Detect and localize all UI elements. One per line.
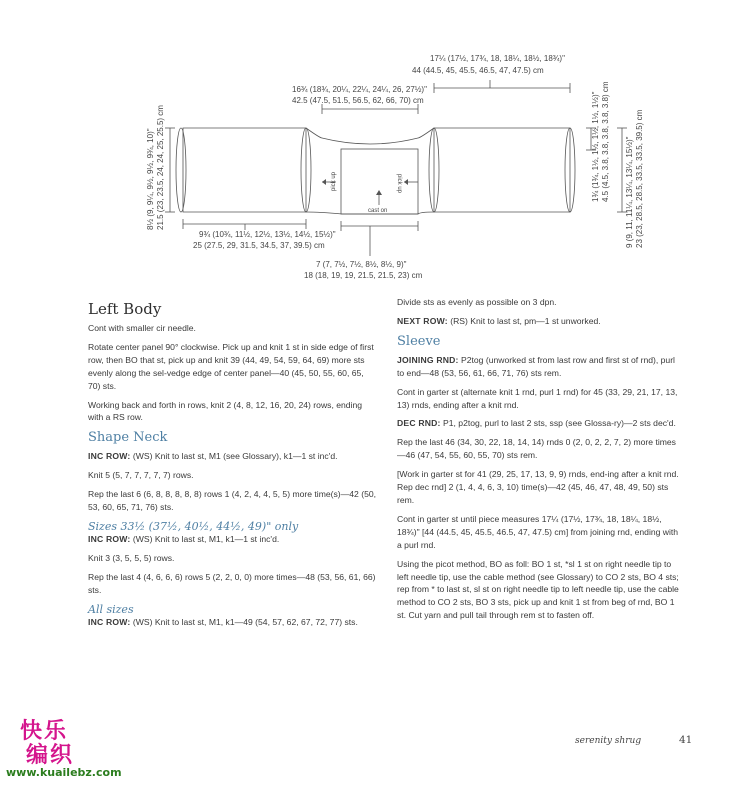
joining-rnd-text: P2tog (unworked st from last row and first st of rnd), purl to end—48 (53, 56, 61, 66, 71, 76) sts rem. bbox=[397, 354, 675, 378]
sleeve-heading: Sleeve bbox=[397, 333, 441, 349]
left-column bbox=[88, 300, 378, 635]
dim-top-mid-cm: 42.5 (47.5, 51.5, 56.5, 62, 66, 70) cm bbox=[292, 96, 424, 105]
watermark-url: www.kuailebz.com bbox=[6, 766, 122, 779]
next-row-label: NEXT ROW: bbox=[397, 315, 448, 326]
garment-outline bbox=[183, 128, 570, 214]
dim-bottom-left-cm: 25 (27.5, 29, 31.5, 34.5, 37, 39.5) cm bbox=[193, 241, 325, 250]
right-p5: Cont in garter st until piece measures 17¼ (17½, 17¾, 18, 18¼, 18½, 18¾)" [44 (44.5, 45, 45.5, 46.5, 47, 47.5) cm] from joining rnd, ending with a purl rnd. bbox=[397, 513, 679, 550]
dim-top-mid-in: 16¾ (18¾, 20¼, 22¼, 24¼, 26, 27½)" bbox=[292, 85, 427, 94]
shape-neck-heading: Shape Neck bbox=[88, 430, 168, 446]
left-p4: Knit 5 (5, 7, 7, 7, 7, 7) rows. bbox=[88, 470, 194, 481]
dim-bottom-center-cm: 18 (18, 19, 19, 21.5, 21.5, 23) cm bbox=[304, 271, 423, 280]
watermark-line1: 快乐 bbox=[20, 719, 69, 744]
next-row bbox=[397, 315, 679, 328]
left-p1: Cont with smaller cir needle. bbox=[88, 323, 196, 333]
watermark-line2: 编织 bbox=[26, 743, 75, 768]
dec-rnd-label: DEC RND: bbox=[397, 418, 441, 429]
left-p6: Knit 3 (3, 5, 5, 5) rows. bbox=[88, 552, 175, 563]
joining-rnd-label: JOINING RND: bbox=[397, 354, 459, 365]
right-p3: Rep the last 46 (34, 30, 22, 18, 14, 14) rnds 0 (2, 0, 2, 2, 7, 2) more times—46 (47, 54, 55, 60, 55, 70) sts rem. bbox=[397, 437, 676, 461]
left-cuff bbox=[176, 128, 186, 212]
dec-rnd bbox=[397, 417, 679, 430]
inc-row-2-text: (WS) Knit to last st, M1, k1—1 st inc'd. bbox=[132, 533, 280, 544]
dim-top-right-cm: 44 (44.5, 45, 45.5, 46.5, 47, 47.5) cm bbox=[412, 66, 544, 75]
left-body-heading: Left Body bbox=[88, 300, 162, 318]
right-p4: [Work in garter st for 41 (29, 25, 17, 13, 9, 9) rnds, end-ing after a knit rnd. Rep dec rnd] 2 (1, 4, 4, 6, 3, 10) time(s)—42 (45, 46, 47, 48, 49, 50) sts rem. bbox=[397, 469, 679, 505]
dim-right-inner-in: 1¾ (1¾, 1½, 1½, 1½, 1½, 1½)" bbox=[591, 91, 600, 202]
dim-left-in: 8½ (9, 9¼, 9½, 9½, 9¾, 10)" bbox=[146, 128, 155, 230]
page-number: 41 bbox=[679, 734, 693, 746]
inc-row-3-text: (WS) Knit to last st, M1, k1—49 (54, 57, 62, 67, 72, 77) sts. bbox=[132, 616, 358, 627]
left-p5: Rep the last 6 (6, 8, 8, 8, 8, 8) rows 1 (4, 2, 4, 4, 5, 5) more time(s)—42 (50, 53, 60, 65, 71, 76) sts. bbox=[88, 489, 377, 513]
inc-row-2 bbox=[88, 533, 378, 546]
inc-row-3 bbox=[88, 616, 378, 629]
inc-row-1-text: (WS) Knit to last st, M1 (see Glossary), k1—1 st inc'd. bbox=[132, 451, 338, 462]
right-p1: Divide sts as evenly as possible on 3 dpn. bbox=[397, 297, 557, 307]
sizes-heading: Sizes 33½ (37½, 40½, 44½, 49)" only bbox=[88, 519, 299, 533]
right-p6: Using the picot method, BO as foll: BO 1 st, *sl 1 st on right needle tip to left needle tip, use the cable method (see Glossary) to CO 2 sts, BO 4 sts; rep from * to last st, sl st on right needle tip to left needle tip, use the cable method to CO 2 sts, BO 3 sts, pick up and knit 1 st from beg of rnd, BO 1 st. Cut yarn and pull tail through rem st to fasten off. bbox=[397, 558, 679, 621]
dim-right-inner-cm: 4.5 (4.5, 3.8, 3.8, 3.8, 3.8, 3.8) cm bbox=[601, 81, 610, 202]
cast-on-label: cast on bbox=[368, 208, 388, 214]
left-p2: Rotate center panel 90° clockwise. Pick up and knit 1 st in side edge of first row, then BO that st, pick up and knit 39 (44, 49, 54, 59, 64, 69) more sts evenly along the sel-vedge edge of center panel—40 (45, 50, 55, 60, 65, 70) sts. bbox=[88, 341, 374, 391]
next-row-text: (RS) Knit to last st, pm—1 st unworked. bbox=[450, 315, 601, 326]
dim-bottom-center-in: 7 (7, 7½, 7½, 8½, 8½, 9)" bbox=[316, 260, 407, 269]
inc-row-label: INC ROW: bbox=[88, 616, 131, 627]
dim-bottom-left-in: 9¾ (10¾, 11½, 12½, 13½, 14½, 15½)" bbox=[199, 230, 336, 239]
dec-rnd-text: P1, p2tog, purl to last 2 sts, ssp (see Glossa-ry)—2 sts dec'd. bbox=[443, 418, 676, 429]
inc-row-label: INC ROW: bbox=[88, 533, 131, 544]
shrug-schematic bbox=[0, 0, 750, 290]
left-p7: Rep the last 4 (4, 6, 6, 6) rows 5 (2, 2, 0, 0) more times—48 (53, 56, 61, 66) sts. bbox=[88, 571, 376, 595]
right-p2: Cont in garter st (alternate knit 1 rnd, purl 1 rnd) for 45 (33, 29, 21, 17, 13, 13) rnds, ending after a knit rnd. bbox=[397, 386, 678, 410]
inc-row-label: INC ROW: bbox=[88, 451, 131, 462]
joining-rnd bbox=[397, 354, 679, 380]
dim-top-right-in: 17¼ (17½, 17¾, 18, 18¼, 18½, 18¾)" bbox=[430, 54, 565, 63]
running-title: serenity shrug bbox=[575, 736, 642, 746]
left-p3: Working back and forth in rows, knit 2 (4, 8, 12, 16, 20, 24) rows, ending with a RS row. bbox=[88, 399, 363, 423]
pick-up-right-label: pick up bbox=[396, 174, 402, 194]
dim-right-outer-cm: 23 (23, 28.5, 28.5, 33.5, 33.5, 39.5) cm bbox=[635, 109, 644, 248]
watermark-logo bbox=[6, 714, 122, 789]
dim-right-outer-in: 9 (9, 11, 11¼, 13¼, 13¼, 15½)" bbox=[625, 136, 634, 248]
pick-up-left-label: pick up bbox=[331, 171, 337, 191]
right-column bbox=[397, 296, 679, 628]
inc-row-1 bbox=[88, 450, 378, 463]
dim-left-cm: 21.5 (23, 23.5, 24, 24, 25, 25.5) cm bbox=[156, 105, 165, 230]
all-sizes-heading: All sizes bbox=[88, 602, 134, 616]
